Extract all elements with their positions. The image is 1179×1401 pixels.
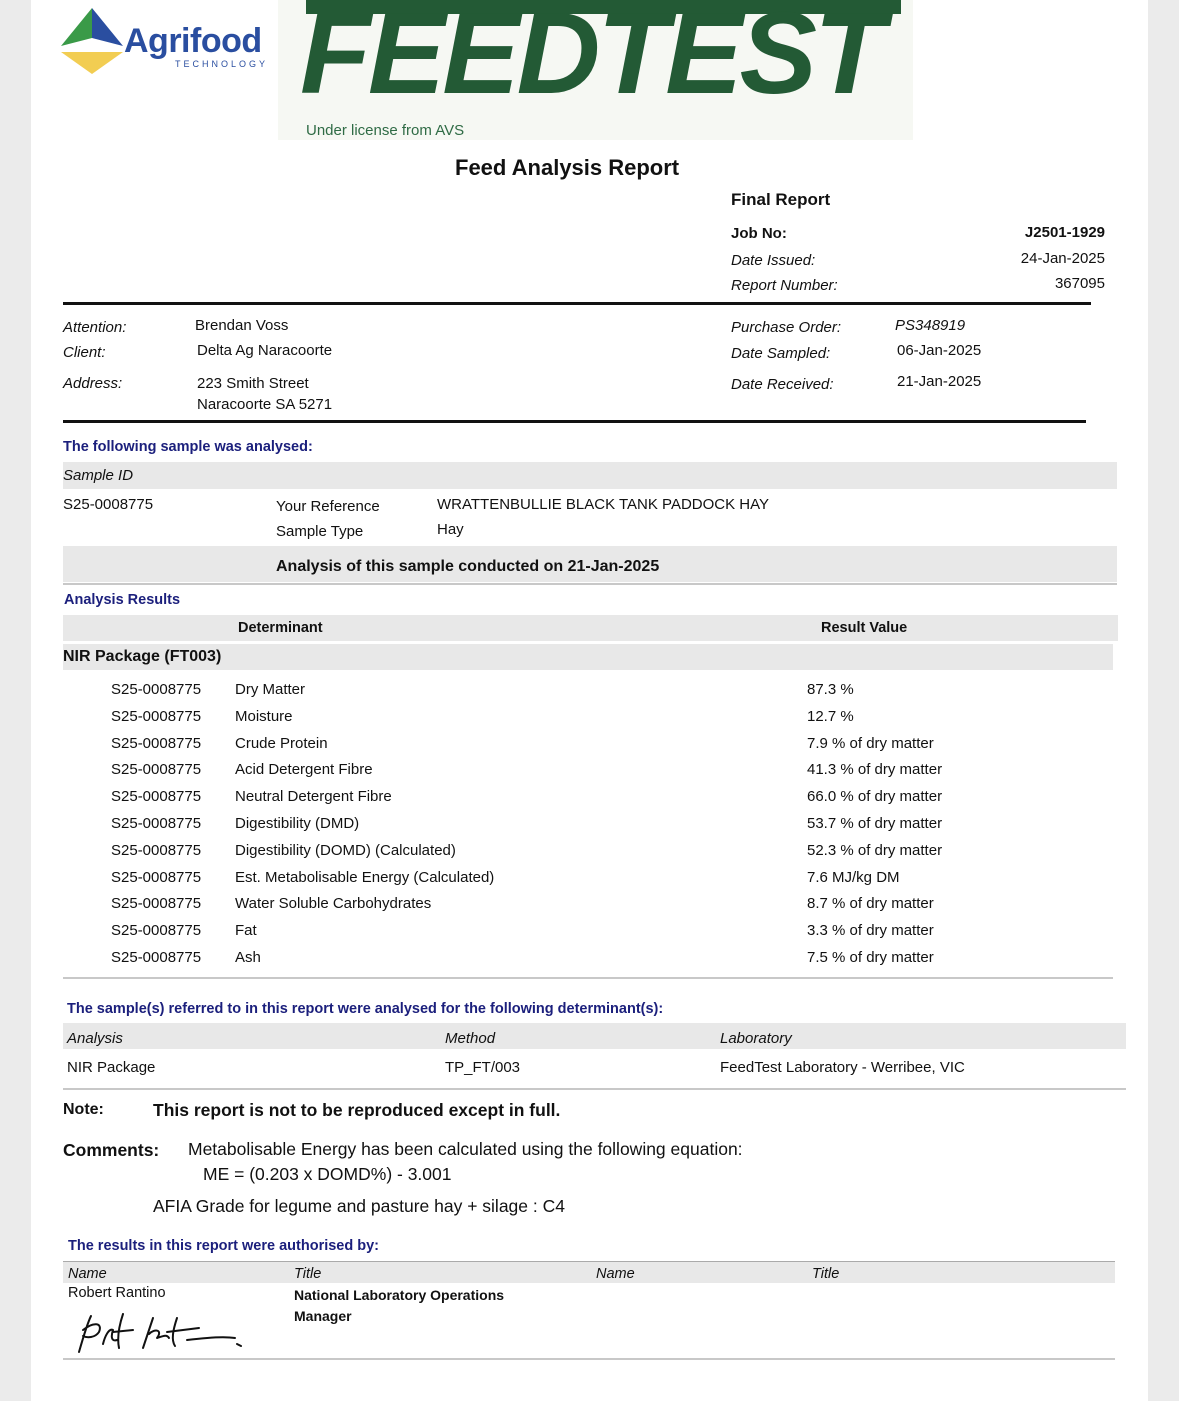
your-reference-label: Your Reference (276, 498, 380, 515)
report-title: Feed Analysis Report (455, 155, 680, 180)
row-determinant: Fat (235, 922, 257, 940)
feedtest-logo-text: FEEDTEST (300, 0, 882, 118)
authoriser-title-line-1: National Laboratory Operations (294, 1287, 505, 1303)
row-result-value: 7.5 % of dry matter (807, 949, 934, 966)
row-sample-id: S25-0008775 (111, 681, 202, 698)
table-row (31, 869, 1148, 896)
report-status: Final Report (731, 190, 831, 209)
client-divider (63, 420, 1086, 423)
result-value-header: Result Value (821, 620, 908, 636)
address-line-2: Naracoorte SA 5271 (197, 396, 333, 413)
row-determinant: Crude Protein (235, 734, 328, 752)
authorised-heading: The results in this report were authorised by: (68, 1238, 380, 1254)
method-method-value: TP_FT/003 (445, 1059, 521, 1076)
agrifood-logo-subtitle: TECHNOLOGY (175, 59, 269, 69)
top-divider (63, 302, 1091, 305)
row-sample-id: S25-0008775 (111, 707, 202, 725)
sample-id-value: S25-0008775 (63, 496, 154, 513)
methods-header-bar (63, 1023, 1126, 1049)
comment-afia-grade: AFIA Grade for legume and pasture hay + silage : C4 (153, 1196, 565, 1216)
method-laboratory-header: Laboratory (720, 1030, 792, 1047)
row-determinant: Moisture (235, 707, 293, 725)
row-determinant: Digestibility (DMD) (235, 815, 360, 832)
date-sampled-label: Date Sampled: (731, 345, 831, 362)
row-determinant: Dry Matter (235, 681, 306, 698)
table-row (31, 815, 1148, 842)
comment-equation: ME = (0.203 x DOMD%) - 3.001 (203, 1164, 452, 1184)
row-result-value: 87.3 % (807, 681, 854, 698)
row-sample-id: S25-0008775 (111, 868, 202, 886)
row-result-value: 66.0 % of dry matter (807, 788, 943, 806)
table-row (31, 735, 1148, 762)
sample-type-label: Sample Type (276, 523, 364, 540)
date-issued-value: 24-Jan-2025 (1020, 250, 1105, 267)
client-value: Delta Ag Naracoorte (197, 342, 333, 359)
comment-line-1: Metabolisable Energy has been calculated using the following equation: (188, 1139, 743, 1159)
row-determinant: Est. Metabolisable Energy (Calculated) (235, 868, 495, 886)
row-result-value: 7.6 MJ/kg DM (807, 868, 900, 886)
auth-top-line (63, 1261, 1115, 1262)
determinant-header: Determinant (238, 620, 323, 636)
report-number-label: Report Number: (731, 277, 838, 294)
row-sample-id: S25-0008775 (111, 922, 202, 940)
purchase-order-value: PS348919 (895, 317, 966, 334)
method-analysis-value: NIR Package (67, 1059, 156, 1076)
sample-id-label: Sample ID (63, 467, 134, 484)
table-row (31, 949, 1148, 976)
feedtest-logo (278, 0, 913, 140)
row-result-value: 7.9 % of dry matter (807, 734, 934, 752)
date-issued-label: Date Issued: (731, 252, 816, 269)
table-row (31, 708, 1148, 735)
row-sample-id: S25-0008775 (111, 815, 202, 832)
agrifood-logo-text: Agrifood (124, 22, 262, 60)
date-received-label: Date Received: (731, 376, 834, 393)
row-sample-id: S25-0008775 (111, 734, 202, 752)
auth-header-bar (63, 1262, 1115, 1283)
note-text: This report is not to be reproduced except in full. (153, 1100, 561, 1120)
row-determinant: Water Soluble Carbohydrates (235, 895, 432, 913)
results-divider (63, 977, 1113, 979)
sample-divider (63, 583, 1117, 585)
address-line-1: 223 Smith Street (197, 375, 309, 392)
analysis-results-heading: Analysis Results (64, 592, 181, 608)
sample-id-header-bar (63, 462, 1117, 489)
row-determinant: Digestibility (DOMD) (Calculated) (235, 841, 456, 859)
auth-name-header-2: Name (596, 1266, 635, 1282)
agrifood-logo-icon (61, 8, 123, 74)
row-result-value: 41.3 % of dry matter (807, 761, 943, 779)
auth-title-header-1: Title (294, 1266, 322, 1282)
row-sample-id: S25-0008775 (111, 761, 202, 779)
row-sample-id: S25-0008775 (111, 788, 202, 806)
address-label: Address: (63, 375, 123, 392)
analysis-date-text: Analysis of this sample conducted on 21-Jan-2025 (276, 558, 660, 575)
report-page (31, 0, 1148, 1401)
client-label: Client: (63, 344, 106, 361)
attention-value: Brendan Voss (195, 317, 289, 334)
package-title: NIR Package (FT003) (63, 648, 222, 665)
auth-title-header-2: Title (812, 1266, 840, 1282)
row-sample-id: S25-0008775 (111, 949, 202, 966)
authoriser-title-line-2: Manager (294, 1308, 352, 1324)
comments-label: Comments: (63, 1140, 160, 1160)
row-result-value: 12.7 % (807, 707, 854, 725)
signature-icon (73, 1308, 248, 1358)
table-row (31, 922, 1148, 949)
table-row (31, 895, 1148, 922)
table-row (31, 788, 1148, 815)
results-header-bar (63, 615, 1118, 641)
row-result-value: 8.7 % of dry matter (807, 895, 934, 913)
row-result-value: 53.7 % of dry matter (807, 815, 943, 832)
date-received-value: 21-Jan-2025 (897, 373, 982, 390)
row-determinant: Neutral Detergent Fibre (235, 788, 392, 806)
method-method-header: Method (445, 1030, 496, 1047)
table-row (31, 761, 1148, 788)
row-sample-id: S25-0008775 (111, 841, 202, 859)
sample-heading: The following sample was analysed: (63, 439, 313, 455)
determinants-heading: The sample(s) referred to in this report were analysed for the following determinant(s): (67, 1001, 664, 1017)
your-reference-value: WRATTENBULLIE BLACK TANK PADDOCK HAY (437, 496, 770, 513)
methods-divider (63, 1088, 1126, 1090)
attention-label: Attention: (63, 319, 127, 336)
auth-name-header-1: Name (68, 1266, 107, 1282)
license-text: Under license from AVS (306, 122, 465, 139)
job-no-label: Job No: (731, 225, 787, 242)
report-number-value: 367095 (1054, 275, 1105, 292)
sample-type-value: Hay (437, 521, 464, 538)
method-laboratory-value: FeedTest Laboratory - Werribee, VIC (720, 1059, 965, 1076)
row-result-value: 3.3 % of dry matter (807, 922, 934, 940)
table-row (31, 842, 1148, 869)
row-sample-id: S25-0008775 (111, 895, 202, 913)
table-row (31, 681, 1148, 708)
note-label: Note: (63, 1101, 104, 1118)
method-analysis-header: Analysis (67, 1030, 123, 1047)
row-determinant: Ash (235, 949, 261, 966)
row-determinant: Acid Detergent Fibre (235, 761, 373, 779)
purchase-order-label: Purchase Order: (731, 319, 842, 336)
auth-bottom-line (63, 1358, 1115, 1360)
authoriser-name: Robert Rantino (68, 1285, 166, 1301)
date-sampled-value: 06-Jan-2025 (897, 342, 982, 359)
job-no-value: J2501-1929 (1024, 224, 1105, 241)
row-result-value: 52.3 % of dry matter (807, 841, 943, 859)
